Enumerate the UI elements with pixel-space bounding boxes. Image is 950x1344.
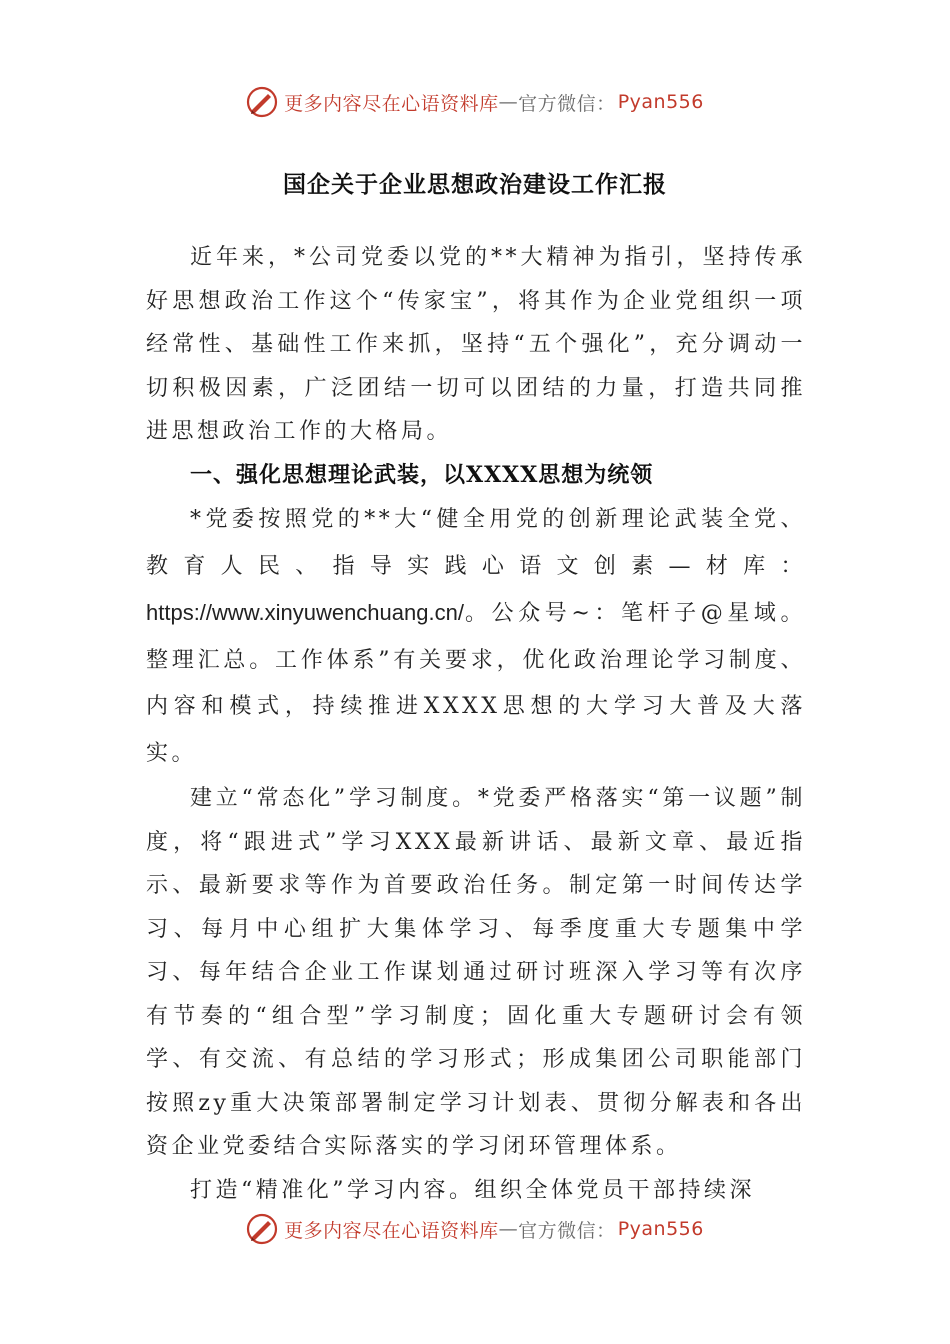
banner-wechat-id: Pyan556 xyxy=(617,1218,704,1240)
section1-paragraph-3: 打造“精准化”学习内容。组织全体党员干部持续深 xyxy=(190,1177,755,1203)
pen-logo-icon xyxy=(246,86,278,118)
section1-paragraph-1-text-b: 。公众号~：笔杆子@星域。整理汇总。工作体系”有关要求，优化政治理论学习制度、内容和模式，持续推进XXXX思想的大学习大普及大落实。 xyxy=(146,601,806,766)
banner-dash: — xyxy=(498,1218,519,1240)
section1-paragraph-2: 建立“常态化”学习制度。*党委严格落实“第一议题”制度，将“跟进式”学习XXX最新讲话、最新文章、最近指示、最新要求等作为首要政治任务。制定第一时间传达学习、每月中心组扩大集体学习、每季度重大专题集中学习、每年结合企业工作谋划通过研讨班深入学习等有次序有节奏的“组合型”学习制度；固化重大专题研讨会有领学、有交流、有总结的学习形式；形成集团公司职能部门按照zy重大决策部署制定学习计划表、贯彻分解表和各出资企业党委结合实际落实的学习闭环管理体系。 xyxy=(146,786,806,1159)
banner-site-text: 更多内容尽在心语资料库 xyxy=(284,1219,499,1242)
header-watermark-banner xyxy=(0,82,950,122)
pen-logo-icon xyxy=(246,1213,278,1245)
source-url: https://www.xinyuwenchuang.cn/ xyxy=(146,600,464,625)
banner-dash: — xyxy=(498,91,519,113)
banner-wechat-id: Pyan556 xyxy=(617,91,704,113)
banner-site-text: 更多内容尽在心语资料库 xyxy=(284,92,499,115)
section1-paragraph-1 xyxy=(146,497,806,777)
banner-official-label: 官方微信： xyxy=(518,1219,616,1242)
document-title: 国企关于企业思想政治建设工作汇报 xyxy=(283,171,667,198)
section1-paragraph-1-text-a: *党委按照党的**大“健全用党的创新理论武装全党、教育人民、指导实践心语文创素—材库： xyxy=(146,507,806,579)
intro-paragraph: 近年来，*公司党委以党的**大精神为指引，坚持传承好思想政治工作这个“传家宝”，将其作为企业党组织一项经常性、基础性工作来抓，坚持“五个强化”，充分调动一切积极因素，广泛团结一切可以团结的力量，打造共同推进思想政治工作的大格局。 xyxy=(146,245,806,444)
banner-official-label: 官方微信： xyxy=(518,92,616,115)
footer-watermark-banner xyxy=(0,1209,950,1249)
section-heading-1: 一、强化思想理论武装，以XXXX思想为统领 xyxy=(190,461,654,488)
document-body xyxy=(146,236,806,1212)
